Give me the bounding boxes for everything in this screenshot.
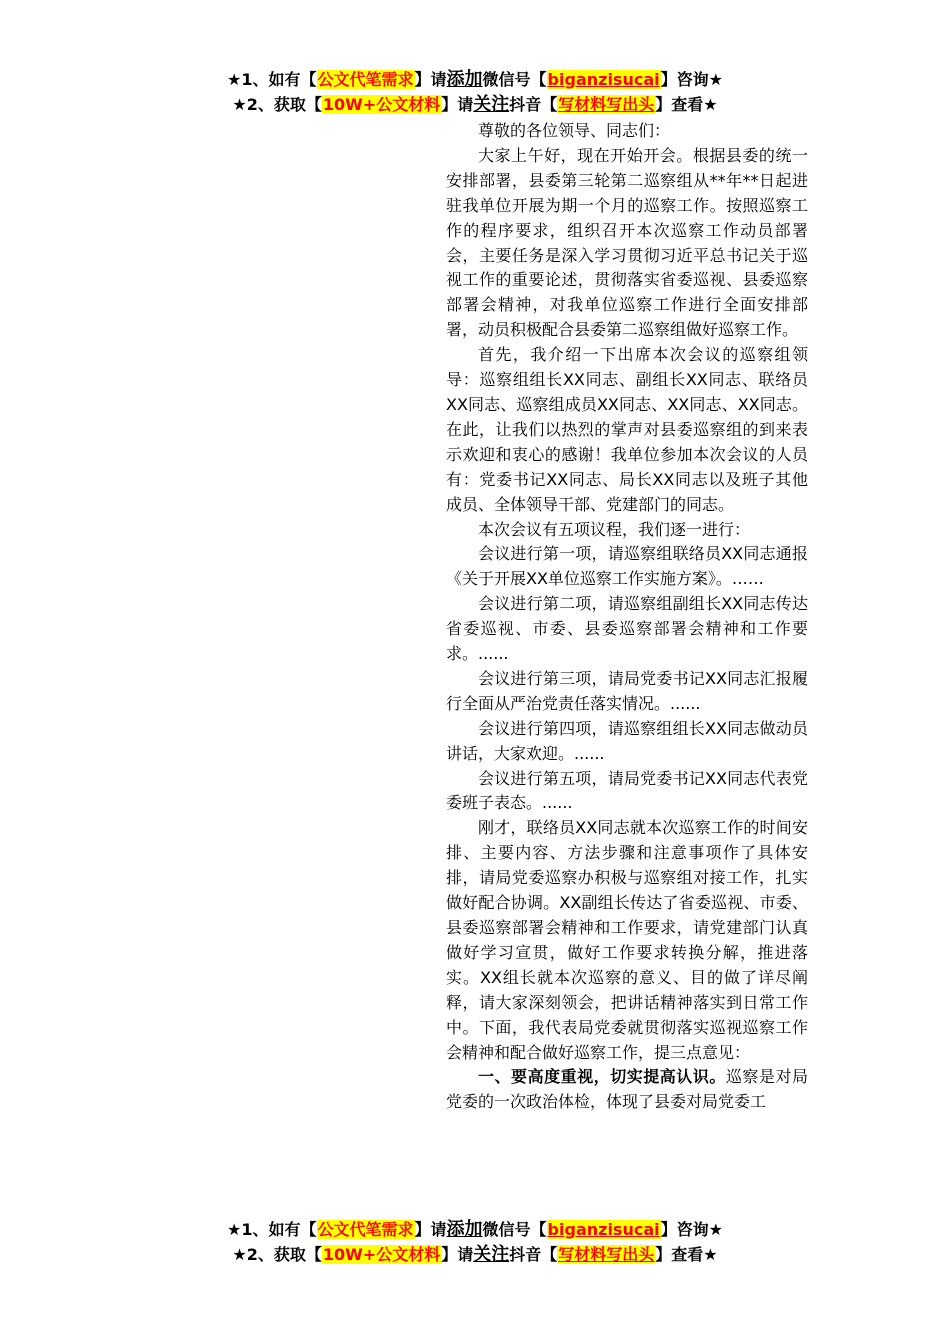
banner-text: 】请 bbox=[414, 70, 447, 89]
banner-emphasis: 添加 bbox=[446, 1219, 483, 1240]
banner-prefix: ★1、如有【 bbox=[227, 70, 317, 89]
banner-emphasis: 添加 bbox=[446, 69, 483, 90]
paragraph: 会议进行第三项，请局党委书记XX同志汇报履行全面从严治党责任落实情况。...... bbox=[446, 668, 808, 713]
banner-prefix: ★2、获取【 bbox=[232, 1245, 322, 1264]
banner-suffix: 】查看★ bbox=[655, 95, 718, 114]
paragraph-text: 巡察是对局党委的一次政治体检，体现了县委对局党委工 bbox=[446, 1067, 808, 1112]
banner-top-line-1 bbox=[0, 69, 950, 91]
banner-suffix: 】咨询★ bbox=[660, 70, 723, 89]
banner-text: 】请 bbox=[441, 1245, 474, 1264]
document-body bbox=[446, 119, 808, 1115]
banner-bottom-line-2 bbox=[0, 1244, 950, 1266]
banner-prefix: ★2、获取【 bbox=[232, 95, 322, 114]
paragraph: 会议进行第五项，请局党委书记XX同志代表党委班子表态。...... bbox=[446, 768, 808, 813]
banner-highlight: 10W+公文材料 bbox=[322, 95, 441, 114]
banner-text: 】请 bbox=[441, 95, 474, 114]
paragraph: 会议进行第一项，请巡察组联络员XX同志通报《关于开展XX单位巡察工作实施方案》。…… bbox=[446, 544, 808, 589]
banner-highlight: 公文代笔需求 bbox=[317, 70, 414, 89]
banner-text: 微信号【 bbox=[482, 1220, 547, 1239]
banner-highlight: 公文代笔需求 bbox=[317, 1220, 414, 1239]
banner-prefix: ★1、如有【 bbox=[227, 1220, 317, 1239]
paragraph: 刚才，联络员XX同志就本次巡察工作的时间安排、主要内容、方法步骤和注意事项作了具体安排，请局党委巡察办积极与巡察组对接工作，扎实做好配合协调。XX副组长传达了省委巡视、市委、县委巡察部署会精神和工作要求，请党建部门认真做好学习宣贯，做好工作要求转换分解，推进落实。XX组长就本次巡察的意义、目的做了详尽阐释，请大家深刻领会，把讲话精神落实到日常工作中。下面，我代表局党委就贯彻落实巡视巡察工作会精神和配合做好巡察工作，提三点意见： bbox=[446, 818, 808, 1062]
banner-text: 微信号【 bbox=[482, 70, 547, 89]
paragraph: 大家上午好，现在开始开会。根据县委的统一安排部署，县委第三轮第二巡察组从**年**日起进驻我单位开展为期一个月的巡察工作。按照巡察工作的程序要求，组织召开本次巡察工作动员部署会，主要任务是深入学习贯彻习近平总书记关于巡视工作的重要论述，贯彻落实省委巡视、县委巡察部署会精神，对我单位巡察工作进行全面安排部署，动员积极配合县委第二巡察组做好巡察工作。 bbox=[446, 145, 808, 340]
banner-text: 抖音【 bbox=[509, 95, 558, 114]
banner-top-line-2 bbox=[0, 94, 950, 116]
banner-suffix: 】查看★ bbox=[655, 1245, 718, 1264]
banner-douyin-id: 写材料写出头 bbox=[558, 95, 655, 114]
banner-wechat-id: biganzisucai bbox=[547, 1220, 660, 1239]
banner-emphasis: 关注 bbox=[473, 94, 510, 115]
banner-suffix: 】咨询★ bbox=[660, 1220, 723, 1239]
paragraph: 会议进行第二项，请巡察组副组长XX同志传达省委巡视、市委、县委巡察部署会精神和工作要求。...... bbox=[446, 594, 808, 664]
paragraph: 本次会议有五项议程，我们逐一进行： bbox=[478, 519, 751, 539]
banner-wechat-id: biganzisucai bbox=[547, 70, 660, 89]
salutation: 尊敬的各位领导、同志们： bbox=[478, 121, 671, 140]
section-heading: 一、要高度重视，切实提高认识。 bbox=[478, 1067, 726, 1087]
paragraph: 首先，我介绍一下出席本次会议的巡察组领导：巡察组组长XX同志、副组长XX同志、联络员XX同志、巡察组成员XX同志、XX同志、XX同志。在此，让我们以热烈的掌声对县委巡察组的到来表示欢迎和衷心的感谢！我单位参加本次会议的人员有：党委书记XX同志、局长XX同志以及班子其他成员、全体领导干部、党建部门的同志。 bbox=[446, 345, 808, 514]
banner-highlight: 10W+公文材料 bbox=[322, 1245, 441, 1264]
paragraph-final bbox=[446, 1065, 808, 1115]
banner-emphasis: 关注 bbox=[473, 1244, 510, 1265]
paragraph: 会议进行第四项，请巡察组组长XX同志做动员讲话，大家欢迎。...... bbox=[446, 718, 808, 763]
banner-text: 】请 bbox=[414, 1220, 447, 1239]
banner-douyin-id: 写材料写出头 bbox=[558, 1245, 655, 1264]
banner-text: 抖音【 bbox=[509, 1245, 558, 1264]
banner-bottom-line-1 bbox=[0, 1219, 950, 1241]
